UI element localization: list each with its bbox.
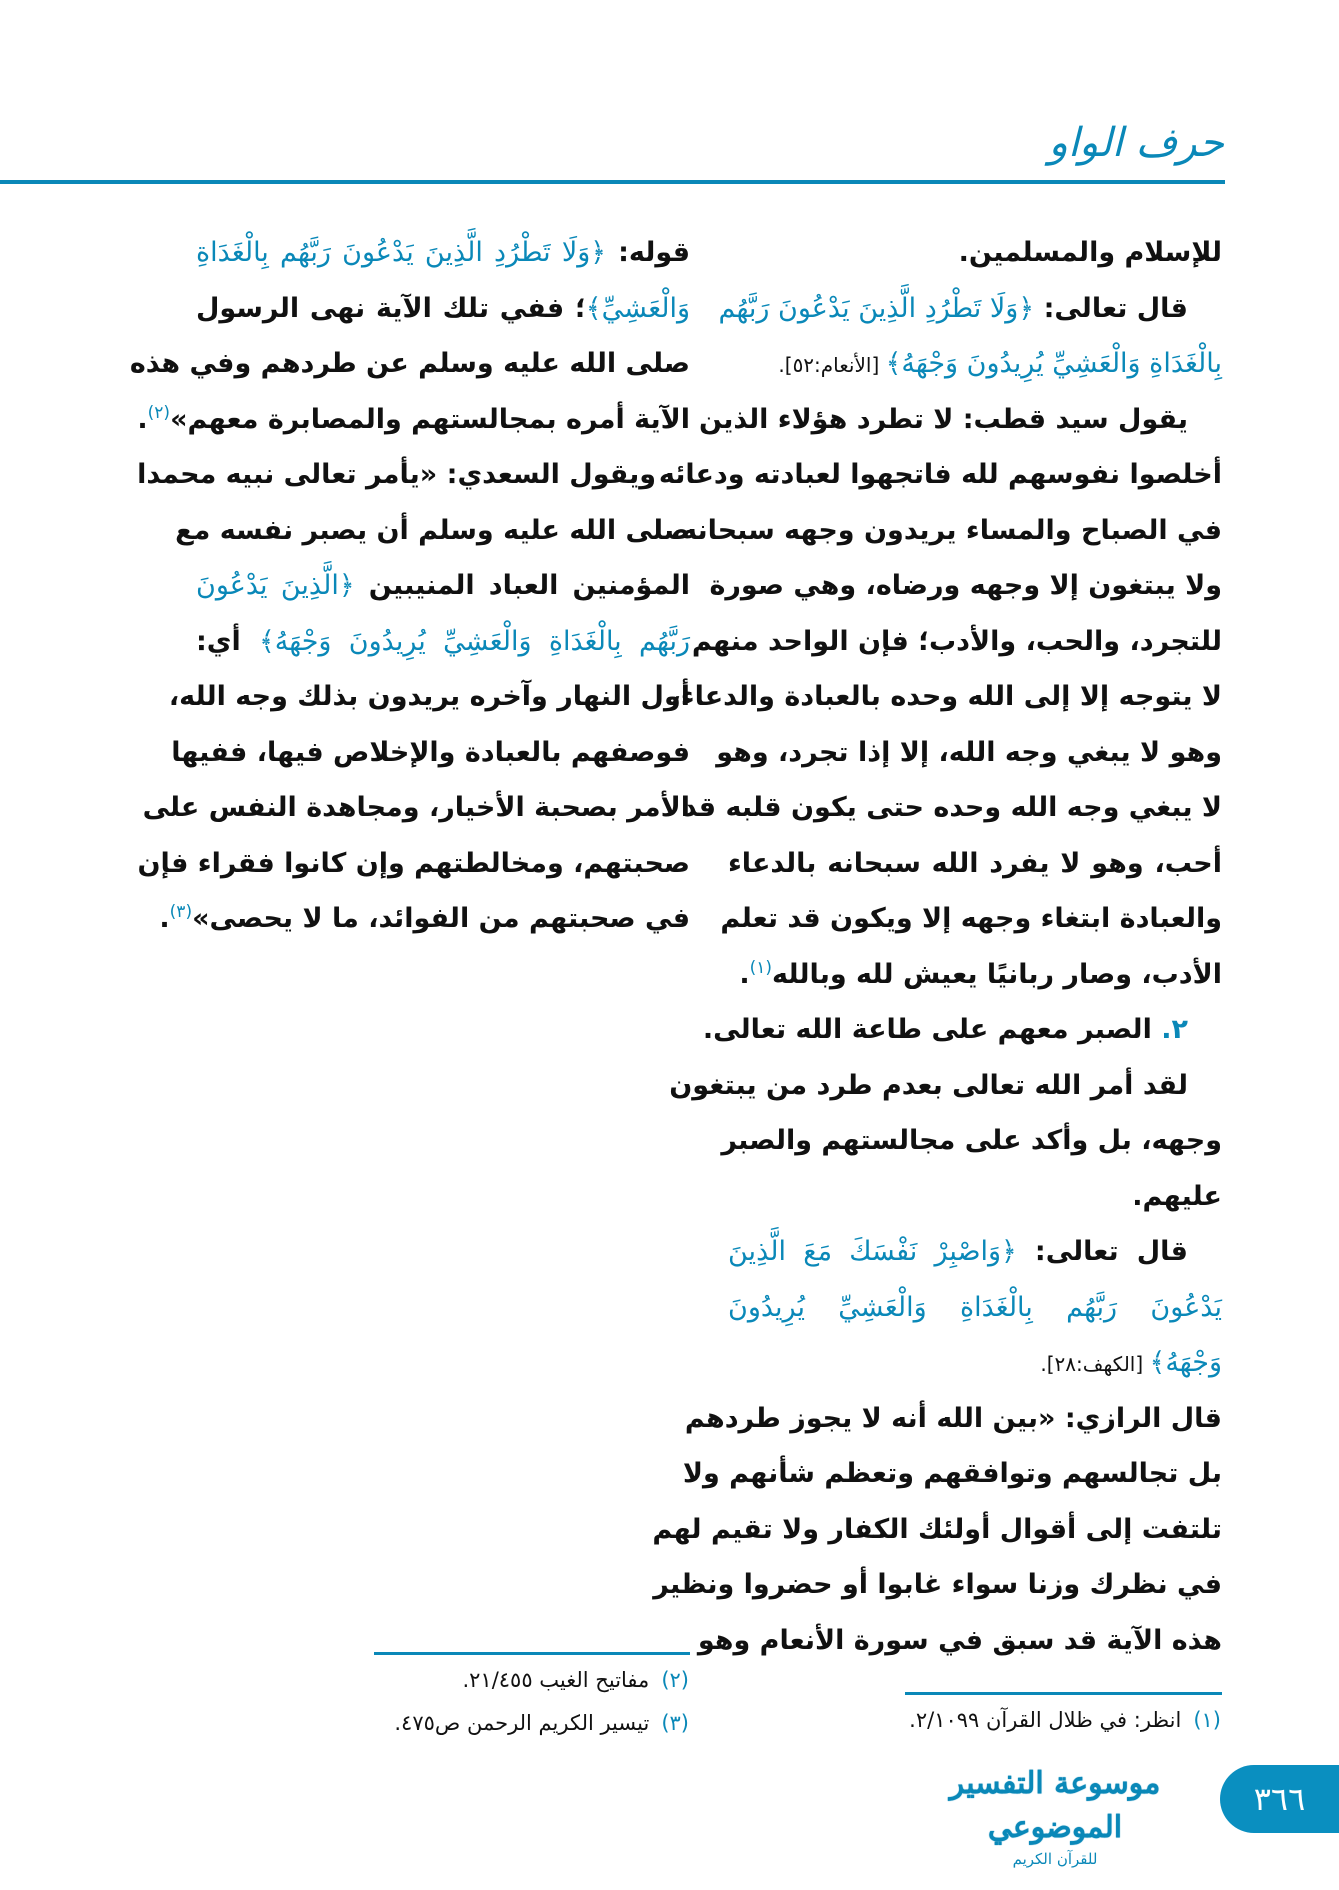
body-text: صحبتهم، ومخالطتهم وإن كانوا فقراء فإن [137, 847, 690, 879]
quran-verse: ﴿وَلَا تَطْرُدِ الَّذِينَ يَدْعُونَ رَبَّهُم [718, 292, 1035, 324]
body-text: صلى الله عليه وسلم أن يصبر نفسه مع [175, 514, 690, 546]
text-line [196, 281, 690, 337]
body-text: صلى الله عليه وسلم عن طردهم وفي هذه [129, 348, 690, 379]
body-text: قوله: [606, 237, 690, 268]
logo-title: موسوعة التفسير الموضوعي [949, 1766, 1161, 1845]
text-line [728, 1224, 1222, 1280]
footnote-text: انظر: في ظلال القرآن ٢/١٠٩٩. [909, 1708, 1182, 1732]
chapter-title: حرف الواو [1048, 120, 1224, 166]
text-line [720, 891, 1222, 947]
footnote-number: (٢) [661, 1668, 689, 1692]
body-text: ؛ ففي تلك الآية نهى الرسول [196, 292, 586, 324]
text-line [691, 614, 1222, 670]
text-line [137, 447, 690, 503]
text-line [669, 1058, 1222, 1114]
text-line [196, 614, 690, 670]
body-text: أي: [196, 625, 259, 657]
text-line [702, 1002, 1222, 1058]
body-text: في صحبتهم من الفوائد، ما لا يحصى» [192, 903, 690, 934]
text-line [684, 1391, 1222, 1447]
body-text: وجهه، بل وأكد على مجالستهم والصبر [721, 1125, 1222, 1156]
text-line [653, 1557, 1222, 1613]
footnote-rule-left [374, 1652, 690, 1655]
text-line [716, 725, 1222, 781]
text-line [728, 1280, 1222, 1336]
footnote-ref[interactable]: (٣) [169, 902, 193, 922]
text-line [728, 1335, 1222, 1391]
body-text: قال تعالى: [1034, 292, 1188, 324]
text-line [159, 891, 690, 947]
body-text: تلتفت إلى أقوال أولئك الكفار ولا تقيم لهم [652, 1513, 1222, 1545]
body-text: عليهم. [1132, 1180, 1222, 1212]
quran-verse: يَدْعُونَ رَبَّهُم بِالْغَدَاةِ وَالْعَشِيِّ يُرِيدُونَ [728, 1291, 1222, 1323]
body-text: ولا يبتغون إلا وجهه ورضاه، وهي صورة [709, 570, 1222, 601]
quran-verse: رَبَّهُم بِالْغَدَاةِ وَالْعَشِيِّ يُرِيدُونَ وَجْهَهُ﴾ [258, 625, 691, 657]
footnote-text: مفاتيح الغيب ٢١/٤٥٥. [462, 1668, 650, 1692]
body-text: . [159, 903, 170, 934]
encyclopedia-logo [930, 1762, 1180, 1868]
body-text: أول النهار وآخره يريدون بذلك وجه الله، [168, 681, 690, 712]
text-line [670, 503, 1222, 559]
text-line [682, 780, 1222, 836]
footnote-rule-right [905, 1692, 1222, 1695]
body-text: للإسلام والمسلمين. [958, 237, 1222, 268]
text-line [175, 503, 690, 559]
footnote-number: (٣) [661, 1711, 689, 1735]
footnote-2 [462, 1660, 689, 1700]
text-line [697, 1613, 1222, 1669]
text-line [142, 780, 690, 836]
text-line [196, 558, 690, 614]
text-line [137, 836, 690, 892]
text-line [670, 669, 1222, 725]
text-line [682, 1446, 1222, 1502]
body-text: في نظرك وزنا سواء غابوا أو حضروا ونظير [653, 1569, 1222, 1600]
body-text: للتجرد، والحب، والأدب؛ فإن الواحد منهم [691, 625, 1222, 657]
body-text: والعبادة ابتغاء وجهه إلا ويكون قد تعلم [720, 903, 1222, 934]
body-text: الآية أمره بمجالستهم والمصابرة معهم» [170, 403, 690, 435]
body-text: فوصفهم بالعبادة والإخلاص فيها، ففيها [171, 736, 690, 768]
list-number: ٢. [1151, 1014, 1188, 1045]
body-text: يقول سيد قطب: لا تطرد هؤلاء الذين [698, 403, 1188, 435]
body-text: بل تجالسهم وتوافقهم وتعظم شأنهم ولا [682, 1458, 1222, 1489]
body-text: وهو لا يبغي وجه الله، إلا إذا تجرد، وهو [716, 736, 1222, 768]
verse-citation: [الأنعام:٥٢]. [778, 353, 886, 377]
body-text: قال تعالى: [1016, 1236, 1188, 1267]
text-line [171, 725, 690, 781]
quran-verse: وَجْهَهُ﴾ [1149, 1347, 1222, 1378]
body-text: لا يتوجه إلا إلى الله وحده بالعبادة والدعاء، [670, 681, 1222, 712]
body-text: ويقول السعدي: «يأمر تعالى نبيه محمدا [137, 459, 656, 490]
body-text: في الصباح والمساء يريدون وجهه سبحانه، [670, 514, 1222, 546]
left-column [129, 225, 691, 947]
body-text: قال الرازي: «بين الله أنه لا يجوز طردهم [684, 1402, 1222, 1434]
text-line [718, 281, 1222, 337]
text-line [721, 1113, 1222, 1169]
quran-verse: وَالْعَشِيِّ﴾ [585, 292, 690, 324]
header-rule [0, 180, 1225, 184]
text-line [728, 336, 1222, 392]
body-text: المؤمنين العباد المنيبين [354, 570, 690, 601]
footnote-1 [909, 1700, 1221, 1740]
text-line [728, 947, 1222, 1003]
body-text: هذه الآية قد سبق في سورة الأنعام وهو [697, 1624, 1222, 1656]
text-line [728, 225, 1222, 281]
verse-citation: [الكهف:٢٨]. [1040, 1352, 1150, 1376]
footnote-3 [394, 1703, 689, 1743]
body-text: الصبر معهم على طاعة الله تعالى. [702, 1014, 1152, 1045]
quran-verse: بِالْغَدَاةِ وَالْعَشِيِّ يُرِيدُونَ وَجْهَهُ﴾ [885, 348, 1222, 379]
body-text: لا يبغي وجه الله وحده حتى يكون قلبه قد [682, 792, 1222, 823]
text-line [698, 392, 1222, 448]
body-text: الأمر بصحبة الأخيار، ومجاهدة النفس على [142, 792, 690, 823]
text-line [709, 558, 1222, 614]
right-column [652, 225, 1222, 1668]
body-text: . [739, 958, 750, 990]
footnote-ref[interactable]: (١) [749, 957, 773, 978]
quran-verse: ﴿وَلَا تَطْرُدِ الَّذِينَ يَدْعُونَ رَبَّهُم بِالْغَدَاةِ [196, 237, 607, 268]
footnote-ref[interactable]: (٢) [147, 402, 171, 423]
logo-subtitle: للقرآن الكريم [1012, 1850, 1098, 1868]
text-line [137, 392, 690, 448]
body-text: أحب، وهو لا يفرد الله سبحانه بالدعاء [728, 847, 1222, 879]
text-line [196, 225, 690, 281]
text-line [652, 1502, 1222, 1558]
footnote-text: تيسير الكريم الرحمن ص٤٧٥. [394, 1711, 650, 1735]
text-line [728, 836, 1222, 892]
text-line [129, 336, 690, 392]
quran-verse: ﴿الَّذِينَ يَدْعُونَ [196, 570, 355, 601]
body-text: أخلصوا نفوسهم لله فاتجهوا لعبادته ودعائه [658, 459, 1222, 490]
text-line [728, 1169, 1222, 1225]
quran-verse: ﴿وَاصْبِرْ نَفْسَكَ مَعَ الَّذِينَ [728, 1236, 1017, 1267]
page-number: ٣٦٦ [1220, 1765, 1339, 1833]
footnote-number: (١) [1193, 1708, 1221, 1732]
text-line [168, 669, 690, 725]
body-text: الأدب، وصار ربانيًا يعيش لله وبالله [772, 958, 1222, 990]
body-text: . [137, 403, 148, 435]
text-line [658, 447, 1222, 503]
body-text: لقد أمر الله تعالى بعدم طرد من يبتغون [669, 1069, 1188, 1101]
